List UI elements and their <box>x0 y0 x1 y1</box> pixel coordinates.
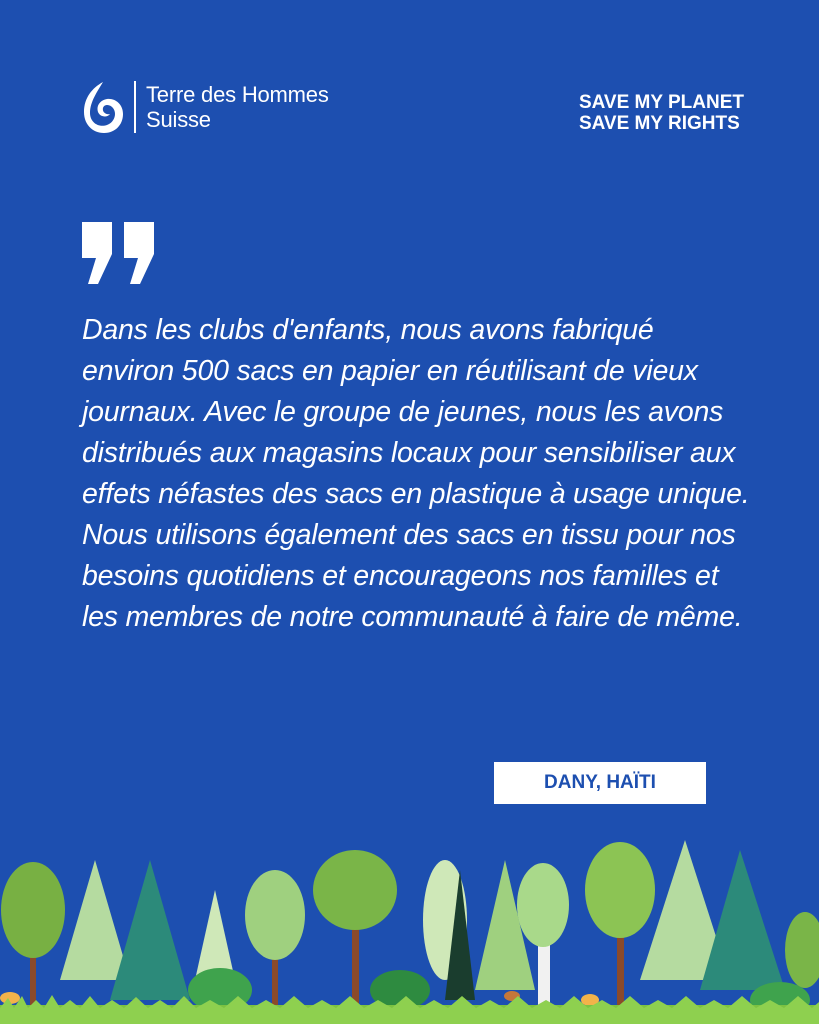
quote-mark-icon <box>82 222 156 286</box>
forest-illustration <box>0 830 819 1024</box>
swirl-logo-icon <box>80 78 126 136</box>
logo-name-line2: Suisse <box>146 107 211 132</box>
author-badge: DANY, HAÏTI <box>494 762 706 804</box>
slogan-line1: SAVE MY PLANET <box>578 92 744 113</box>
slogan <box>579 92 744 134</box>
logo-divider <box>134 81 136 133</box>
slogan-line2: SAVE MY RIGHTS <box>578 113 740 134</box>
testimonial-quote: Dans les clubs d'enfants, nous avons fabriqué environ 500 sacs en papier en réutilisant de vieux journaux. Avec le groupe de jeunes, nous les avons distribués aux magasins locaux pour sensibiliser aux effets néfastes des sacs en plastique à usage unique. Nous utilisons également des sacs en tissu pour nos besoins quotidiens et encourageons nos familles et les membres de notre communauté à faire de même. <box>82 314 750 633</box>
organization-logo <box>80 78 329 136</box>
logo-name-line1: Terre des Hommes <box>146 82 329 107</box>
